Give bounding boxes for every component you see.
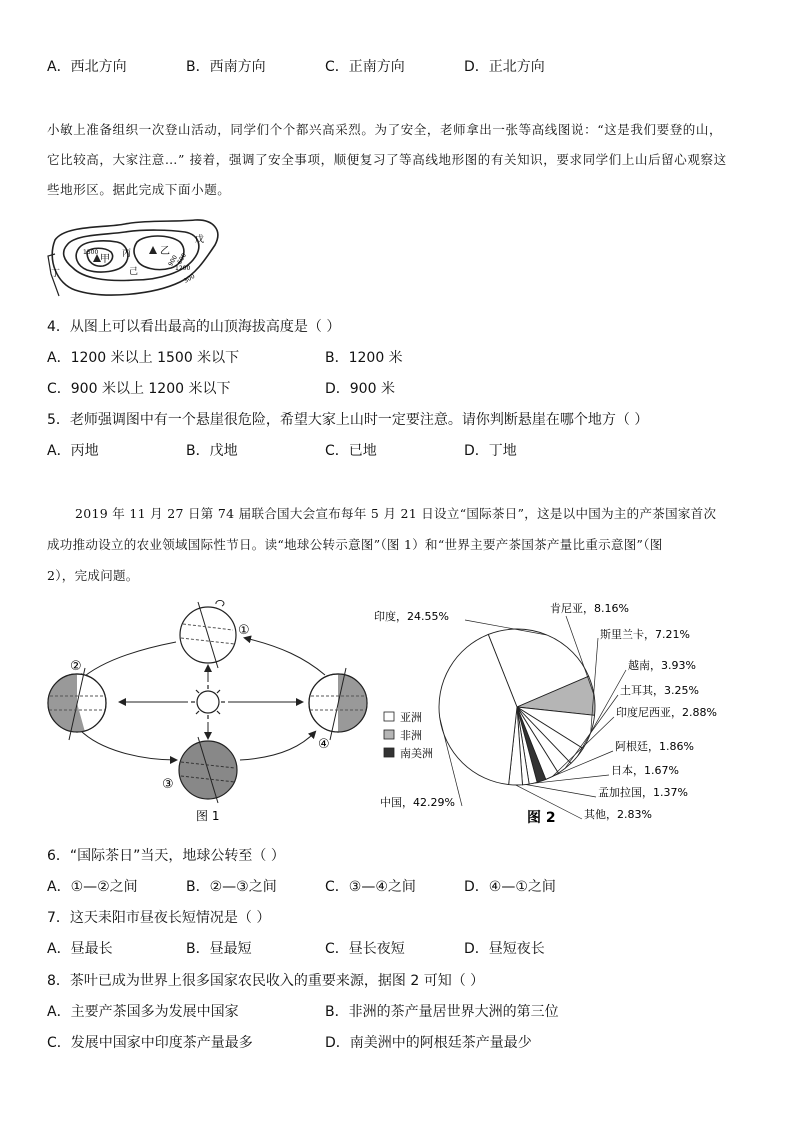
contour-label-wu: 戊 (195, 235, 205, 245)
pie-slice-label: 其他，2.83% (584, 808, 652, 821)
legend-swatch-asia (384, 712, 394, 721)
contour-label-bing: 丙 (122, 249, 132, 259)
pie-slice-label: 印度，24.55% (374, 610, 449, 623)
contour-label-1200: 1200 (175, 265, 191, 272)
q4-option-d: D．900 米 (325, 381, 395, 397)
pie-slice-label: 印度尼西亚，2.88% (616, 706, 717, 719)
earth-position-1 (180, 600, 236, 668)
q7-option-d: D．昼短夜长 (464, 941, 545, 957)
q8-option-d: D．南美洲中的阿根廷茶产量最少 (325, 1035, 532, 1051)
q6-option-c: C．③—④之间 (325, 879, 416, 895)
pie-slice-label: 阿根廷，1.86% (615, 740, 694, 753)
q6-option-b: B．②—③之间 (186, 879, 277, 895)
q4-stem: 4．从图上可以看出最高的山顶海拔高度是（ ） (47, 319, 341, 335)
q8-stem: 8．茶叶已成为世界上很多国家农民收入的重要来源，据图 2 可知（ ） (47, 973, 485, 989)
q5-stem: 5．老师强调图中有一个悬崖很危险，希望大家上山时一定要注意。请你判断悬崖在哪个地方（ ） (47, 412, 649, 428)
figure2-caption: 图 2 (527, 810, 556, 826)
q3-option-c: C．正南方向 (325, 59, 405, 75)
pie-legend (384, 711, 433, 760)
contour-map (45, 210, 230, 305)
passage2-line1: 2019 年 11 月 27 日第 74 届联合国大会宣布每年 5 月 21 日设立“国际茶日”，这是以中国为主的产茶国家首次 (75, 506, 717, 521)
q3-option-d: D．正北方向 (464, 59, 545, 75)
earth-position-4 (309, 668, 367, 740)
q4-option-c: C．900 米以上 1200 米以下 (47, 381, 231, 397)
earth-position-3 (179, 737, 237, 803)
passage2-line2: 成功推动设立的农业领域国际性节日。读“地球公转示意图”（图 1）和“世界主要产茶国茶产量比重示意图”（图 (47, 537, 663, 552)
q5-option-d: D．丁地 (464, 443, 517, 459)
q5-option-c: C．已地 (325, 443, 377, 459)
sun-icon (191, 685, 225, 719)
legend-label-south-america: 南美洲 (400, 747, 433, 760)
q7-option-c: C．昼长夜短 (325, 941, 405, 957)
legend-label-africa: 非洲 (400, 729, 422, 742)
legend-swatch-africa (384, 730, 394, 739)
q8-option-b: B．非洲的茶产量居世界大洲的第三位 (325, 1004, 559, 1020)
pie-slice-label: 斯里兰卡，7.21% (600, 628, 690, 641)
position-label-2: ② (70, 659, 82, 674)
contour-label-ji: 己 (129, 267, 139, 277)
pie-slice-label: 孟加拉国，1.37% (598, 786, 688, 799)
passage1-line1: 小敏上准备组织一次登山活动，同学们个个都兴高采烈。为了安全，老师拿出一张等高线图说：“这是我们要登的山， (47, 122, 723, 137)
pie-slice-label: 日本，1.67% (611, 764, 679, 777)
legend-swatch-south-america (384, 748, 394, 757)
pie-slice-label: 中国，42.29% (380, 796, 455, 809)
position-label-1: ① (238, 623, 250, 638)
position-label-4: ④ (318, 737, 330, 752)
pie-leader-line (526, 784, 596, 797)
earth-position-2 (48, 668, 106, 740)
contour-label-jia: 甲 (100, 254, 110, 265)
peak-yi-icon (149, 246, 157, 254)
contour-label-1500: 1500 (83, 249, 99, 256)
q8-option-a: A．主要产茶国多为发展中国家 (47, 1004, 239, 1020)
pie-slice-label: 土耳其，3.25% (620, 684, 699, 697)
q6-option-a: A．①—②之间 (47, 879, 138, 895)
q4-option-a: A．1200 米以上 1500 米以下 (47, 350, 240, 366)
legend-label-asia: 亚洲 (400, 711, 422, 724)
position-label-3: ③ (162, 777, 174, 792)
earth-revolution-figure (40, 600, 380, 828)
q3-option-b: B．西南方向 (186, 59, 266, 75)
q3-option-a: A．西北方向 (47, 59, 127, 75)
tea-production-pie-chart (372, 600, 732, 830)
passage1-line3: 些地形区。据此完成下面小题。 (47, 182, 231, 197)
contour-label-300: 300 (182, 272, 197, 285)
q7-option-b: B．昼最短 (186, 941, 252, 957)
q7-option-a: A．昼最长 (47, 941, 113, 957)
q4-option-b: B．1200 米 (325, 350, 403, 366)
contour-label-900: 900 (167, 254, 179, 268)
pie-slice-label: 肯尼亚，8.16% (550, 602, 629, 615)
q7-stem: 7．这天耒阳市昼夜长短情况是（ ） (47, 910, 271, 926)
q5-option-b: B．戊地 (186, 443, 238, 459)
q5-option-a: A．丙地 (47, 443, 99, 459)
contour-label-ding: 丁 (51, 269, 61, 279)
figure1-caption: 图 1 (196, 809, 220, 823)
q6-stem: 6．“国际茶日”当天，地球公转至（ ） (47, 848, 285, 864)
contour-label-600: 600 (176, 252, 188, 266)
pie-slice-label: 越南，3.93% (628, 659, 696, 672)
passage1-line2: 它比较高，大家注意…” 接着，强调了安全事项，顺便复习了等高线地形图的有关知识，要求同学们上山后留心观察这 (47, 152, 727, 167)
passage2-line3: 2），完成问题。 (47, 568, 139, 583)
contour-label-yi: 乙 (160, 246, 170, 257)
q6-option-d: D．④—①之间 (464, 879, 556, 895)
q8-option-c: C．发展中国家中印度茶产量最多 (47, 1035, 253, 1051)
